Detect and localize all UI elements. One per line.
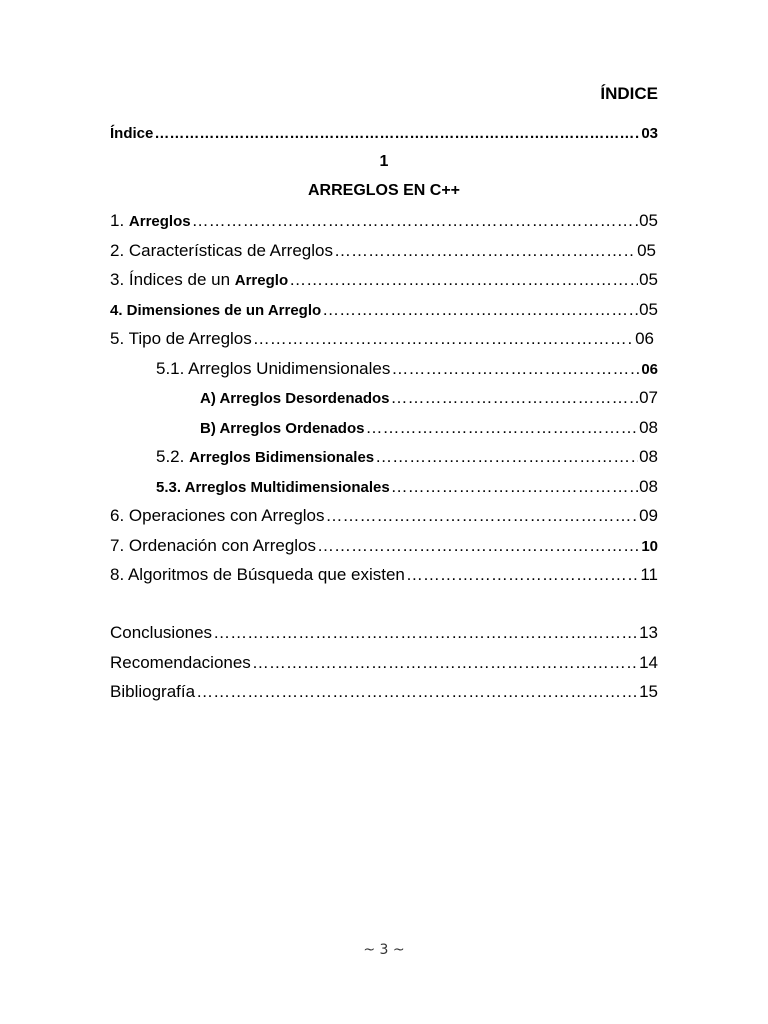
toc-page-number: 06	[635, 329, 654, 348]
toc-leader-dots	[334, 241, 636, 261]
toc-page-number: 08	[639, 418, 658, 437]
toc-entry-label-prefix: 3. Índices de un	[110, 270, 235, 289]
toc-entry-conclusiones	[110, 623, 658, 643]
toc-page-number: 09	[639, 506, 658, 525]
toc-page-number: 05	[639, 211, 658, 230]
index-heading: ÍNDICE	[600, 84, 658, 103]
toc-entry-tipo	[110, 329, 654, 349]
toc-entry-label: Bibliografía	[110, 682, 196, 701]
toc-entry-label: A) Arreglos Desordenados	[200, 390, 390, 407]
toc-page-number: 13	[639, 623, 658, 642]
toc-page-number: 05	[639, 300, 658, 319]
toc-page-number: 08	[639, 447, 658, 466]
toc-entry-label: Recomendaciones	[110, 653, 251, 672]
toc-page-number: 06	[641, 361, 658, 378]
toc-leader-dots	[406, 565, 639, 585]
toc-page-number: 14	[639, 653, 658, 672]
toc-leader-dots	[196, 682, 638, 702]
page-footer-number: ~ 3 ~	[363, 942, 405, 958]
toc-entry-dimensiones	[110, 300, 658, 320]
toc-page-number: 07	[639, 388, 658, 407]
chapter-number: 1	[379, 153, 389, 170]
toc-entry-arreglos	[110, 211, 658, 231]
toc-entry-label: 6. Operaciones con Arreglos	[110, 506, 325, 525]
toc-page-number: 08	[639, 477, 658, 496]
toc-entry-label: Índice	[110, 125, 154, 142]
toc-leader-dots	[365, 418, 638, 438]
toc-entry-label: 7. Ordenación con Arreglos	[110, 536, 317, 555]
toc-entry-bibliografia	[110, 682, 658, 702]
toc-page-number: 15	[639, 682, 658, 701]
toc-entry-desordenados	[200, 388, 658, 408]
toc-entry-caracteristicas	[110, 241, 656, 261]
toc-entry-label: 2. Características de Arreglos	[110, 241, 333, 260]
toc-leader-dots	[317, 536, 640, 556]
toc-entry-label	[156, 447, 374, 467]
toc-entry-label-strong: Arreglo	[234, 272, 289, 289]
toc-entry-multidimensionales	[156, 477, 658, 497]
toc-entry-recomendaciones	[110, 653, 658, 673]
toc-entry-label	[110, 211, 191, 231]
toc-page-number: 10	[641, 538, 658, 555]
toc-page-number: 03	[641, 125, 658, 142]
toc-entry-operaciones	[110, 506, 658, 526]
toc-leader-dots	[192, 211, 638, 231]
toc-entry-bidimensionales	[156, 447, 658, 467]
toc-leader-dots	[391, 359, 640, 379]
toc-entry-label-strong: Arreglos	[128, 213, 191, 230]
toc-leader-dots	[289, 270, 638, 290]
toc-leader-dots	[252, 653, 638, 673]
toc-entry-indices	[110, 270, 658, 290]
toc-page-number: 11	[640, 565, 658, 584]
toc-entry-label: 4. Dimensiones de un Arreglo	[110, 302, 322, 319]
chapter-title: ARREGLOS EN C++	[307, 182, 461, 199]
toc-entry-label	[110, 270, 288, 290]
toc-entry-label-strong: Arreglos Bidimensionales	[189, 449, 375, 466]
toc-entry-label: Conclusiones	[110, 623, 213, 642]
toc-entry-label: 8. Algoritmos de Búsqueda que existen	[110, 565, 405, 584]
toc-entry-ordenacion	[110, 536, 658, 556]
toc-leader-dots	[391, 477, 638, 497]
toc-leader-dots	[213, 623, 638, 643]
toc-leader-dots	[154, 125, 640, 142]
toc-entry-indice	[110, 125, 658, 142]
toc-entry-algoritmos	[110, 565, 658, 585]
toc-entry-label-prefix: 1.	[110, 211, 129, 230]
toc-leader-dots	[375, 447, 638, 467]
toc-entry-label-prefix: 5.2.	[156, 447, 190, 466]
toc-leader-dots	[253, 329, 634, 349]
toc-page-number: 05	[637, 241, 656, 260]
toc-entry-label: B) Arreglos Ordenados	[200, 420, 365, 437]
toc-leader-dots	[322, 300, 638, 320]
toc-entry-label: 5.1. Arreglos Unidimensionales	[156, 359, 391, 378]
toc-entry-label: 5. Tipo de Arreglos	[110, 329, 252, 348]
toc-entry-ordenados	[200, 418, 658, 438]
toc-leader-dots	[326, 506, 639, 526]
toc-page-number: 05	[639, 270, 658, 289]
toc-entry-unidimensionales	[156, 359, 658, 379]
toc-leader-dots	[391, 388, 639, 408]
toc-entry-label: 5.3. Arreglos Multidimensionales	[156, 479, 390, 496]
